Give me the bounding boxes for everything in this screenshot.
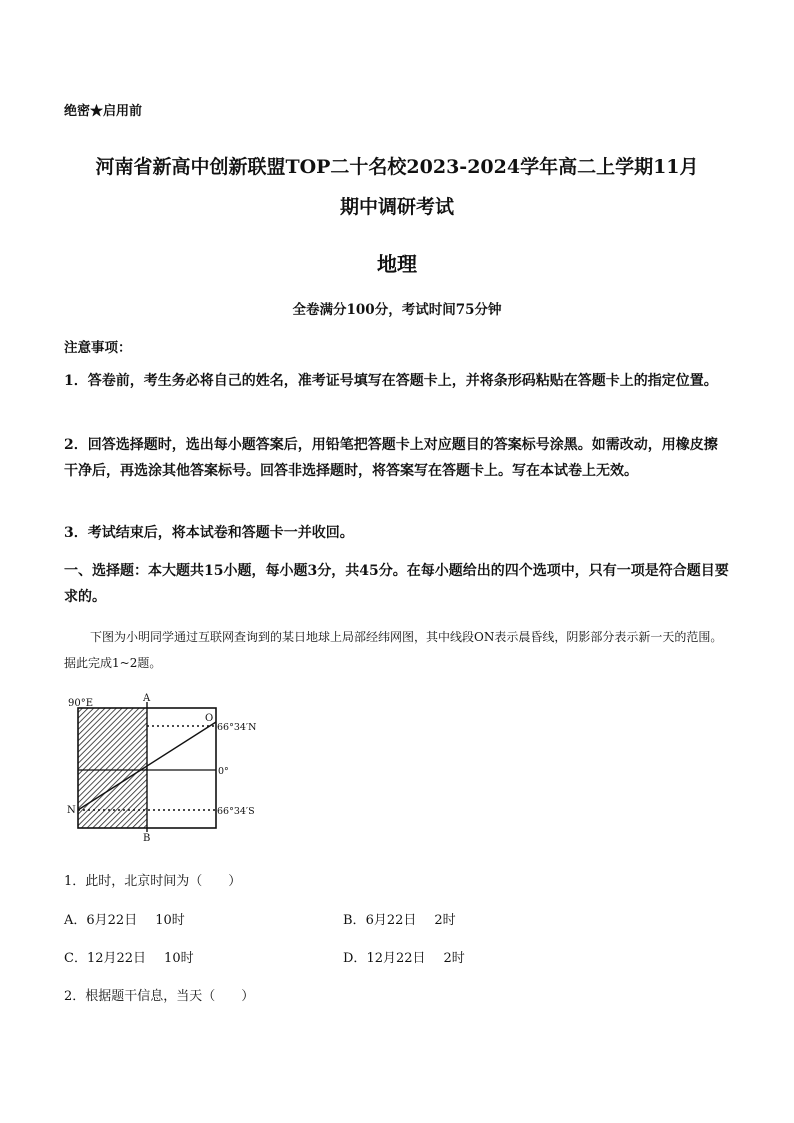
label-equator: 0° (218, 766, 229, 777)
lat-lon-grid-figure (64, 692, 257, 844)
question-1-option-a (64, 909, 185, 928)
option-date: 12月22日 (366, 951, 426, 966)
option-time: 2时 (434, 913, 456, 928)
question-1-option-b (343, 909, 456, 928)
notice-heading: 注意事项： (64, 340, 132, 356)
notice-item-3: 3．考试结束后，将本试卷和答题卡一并收回。 (64, 525, 354, 541)
label-arctic: 66°34′N (217, 722, 257, 733)
label-b: B (143, 833, 151, 844)
subject-title: 地理 (377, 252, 417, 276)
label-n: N (67, 805, 76, 816)
label-90e: 90°E (68, 698, 94, 709)
question-2-stem: 2．根据题干信息，当天（ ） (64, 989, 255, 1004)
section-heading: 一、选择题：本大题共15小题，每小题3分，共45分。在每小题给出的四个选项中，只有一项是符合题目要求的。 (64, 563, 729, 605)
option-time: 2时 (443, 951, 465, 966)
option-date: 6月22日 (365, 913, 417, 928)
option-date: 12月22日 (86, 951, 147, 966)
confidential-label: 绝密★启用前 (64, 104, 143, 119)
option-letter: A． (64, 913, 87, 928)
notice-item-2: 2．回答选择题时，选出每小题答案后，用铅笔把答题卡上对应题目的答案标号涂黑。如需改动，用橡皮擦干净后，再选涂其他答案标号。回答非选择题时，将答案写在答题卡上。写在本试卷上无效。 (64, 437, 718, 479)
option-date: 6月22日 (86, 913, 138, 928)
exam-title-line1: 河南省新高中创新联盟TOP二十名校2023-2024学年高二上学期11月 (95, 156, 699, 178)
question-1-option-d (343, 947, 465, 966)
label-antarctic: 66°34′S (217, 806, 255, 817)
label-a: A (143, 693, 151, 704)
notice-item-1: 1．答卷前，考生务必将自己的姓名，准考证号填写在答题卡上，并将条形码粘贴在答题卡上的指定位置。 (64, 373, 718, 389)
question-intro: 下图为小明同学通过互联网查询到的某日地球上局部经纬网图，其中线段ON表示晨昏线，阴影部分表示新一天的范围。据此完成1~2题。 (64, 630, 723, 670)
score-info: 全卷满分100分，考试时间75分钟 (292, 302, 502, 318)
label-o: O (205, 713, 214, 724)
question-1-stem: 1．此时，北京时间为（ ） (64, 874, 242, 889)
exam-title-line2: 期中调研考试 (339, 196, 454, 218)
option-time: 10时 (164, 951, 194, 966)
option-letter: C． (64, 951, 87, 966)
option-letter: D． (343, 951, 367, 966)
question-1-option-c (64, 947, 194, 966)
option-letter: B． (343, 913, 366, 928)
option-time: 10时 (155, 913, 185, 928)
